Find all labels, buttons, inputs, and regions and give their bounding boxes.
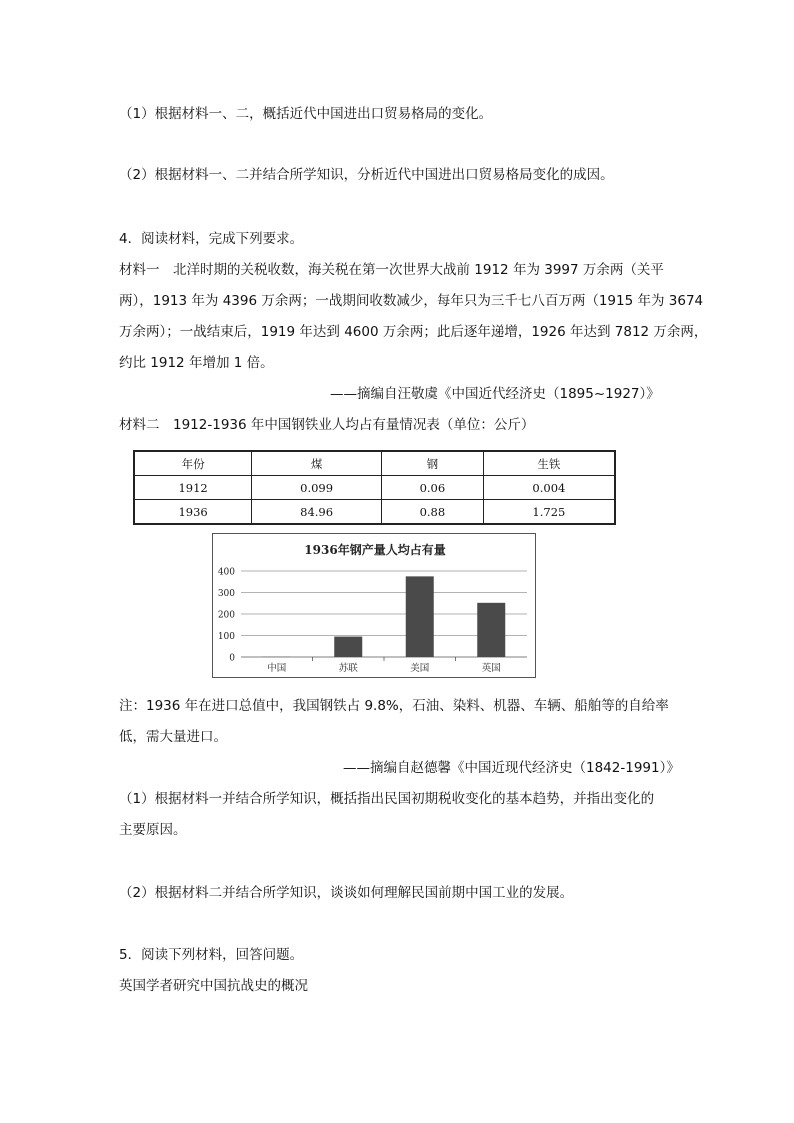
material1-line-3: 万余两）；一战结束后，1919 年达到 4600 万余两；此后逐年递增，1926 年达到 7812 万余两，	[119, 324, 708, 340]
q4-heading: 4．阅读材料，完成下列要求。	[119, 231, 304, 247]
chart-ytick-label: 100	[217, 632, 235, 642]
table-cell: 1936	[134, 500, 252, 525]
table-cell: 0.88	[382, 500, 484, 525]
q5-line-1: 英国学者研究中国抗战史的概况	[119, 978, 308, 994]
chart-ytick-label: 200	[217, 610, 235, 621]
table-row	[134, 500, 615, 525]
material2-source: ——摘编自赵德馨《中国近现代经济史（1842-1991）》	[343, 760, 680, 776]
material1-line-4: 约比 1912 年增加 1 倍。	[119, 355, 274, 371]
table-header: 煤	[252, 451, 382, 476]
q4-sub1-line-1: （1）根据材料一并结合所学知识，概括指出民国初期税收变化的基本趋势，并指出变化的	[119, 791, 655, 807]
note-line-2: 低，需大量进口。	[119, 729, 227, 745]
chart-bar	[477, 603, 505, 657]
table-row	[134, 476, 615, 500]
table-cell: 0.06	[382, 476, 484, 500]
steel-chart	[212, 533, 536, 678]
q3-sub1: （1）根据材料一、二，概括近代中国进出口贸易格局的变化。	[119, 106, 493, 122]
material1-line-1: 材料一 北洋时期的关税收数，海关税在第一次世界大战前 1912 年为 3997 万余两（关平	[119, 262, 664, 278]
chart-xtick-label: 美国	[410, 663, 430, 674]
table-header: 年份	[134, 451, 252, 476]
steel-chart-svg	[213, 534, 537, 679]
chart-title: 1936年钢产量人均占有量	[304, 543, 446, 557]
chart-bar	[406, 576, 434, 657]
note-line-1: 注：1936 年在进口总值中，我国钢铁占 9.8%，石油、染料、机器、车辆、船舶等的自给率	[119, 698, 669, 714]
table-cell: 1912	[134, 476, 252, 500]
table-header-row	[134, 451, 615, 476]
q5-heading: 5．阅读下列材料，回答问题。	[119, 947, 304, 963]
chart-xtick-label: 中国	[267, 663, 287, 674]
chart-bar	[334, 637, 362, 657]
table-cell: 84.96	[252, 500, 382, 525]
chart-xtick-label: 苏联	[338, 663, 358, 674]
chart-ytick-label: 0	[229, 653, 235, 664]
table-cell: 1.725	[483, 500, 615, 525]
material1-line-2: 两），1913 年为 4396 万余两；一战期间收数减少，每年只为三千七八百万两（1915 年为 3674	[119, 293, 704, 309]
steel-table	[133, 450, 616, 525]
q4-sub1-line-2: 主要原因。	[119, 822, 187, 838]
table-header: 钢	[382, 451, 484, 476]
q4-sub2: （2）根据材料二并结合所学知识，谈谈如何理解民国前期中国工业的发展。	[119, 885, 574, 901]
material1-source: ——摘编自汪敬虞《中国近代经济史（1895~1927）》	[330, 386, 660, 402]
chart-ytick-label: 300	[217, 589, 235, 599]
q3-sub2: （2）根据材料一、二并结合所学知识，分析近代中国进出口贸易格局变化的成因。	[119, 167, 614, 183]
material2-title: 材料二 1912-1936 年中国钢铁业人均占有量情况表（单位：公斤）	[119, 417, 535, 433]
table-cell: 0.099	[252, 476, 382, 500]
chart-ytick-label: 400	[217, 567, 235, 578]
chart-xtick-label: 英国	[481, 663, 501, 674]
table-cell: 0.004	[483, 476, 615, 500]
table-header: 生铁	[483, 451, 615, 476]
